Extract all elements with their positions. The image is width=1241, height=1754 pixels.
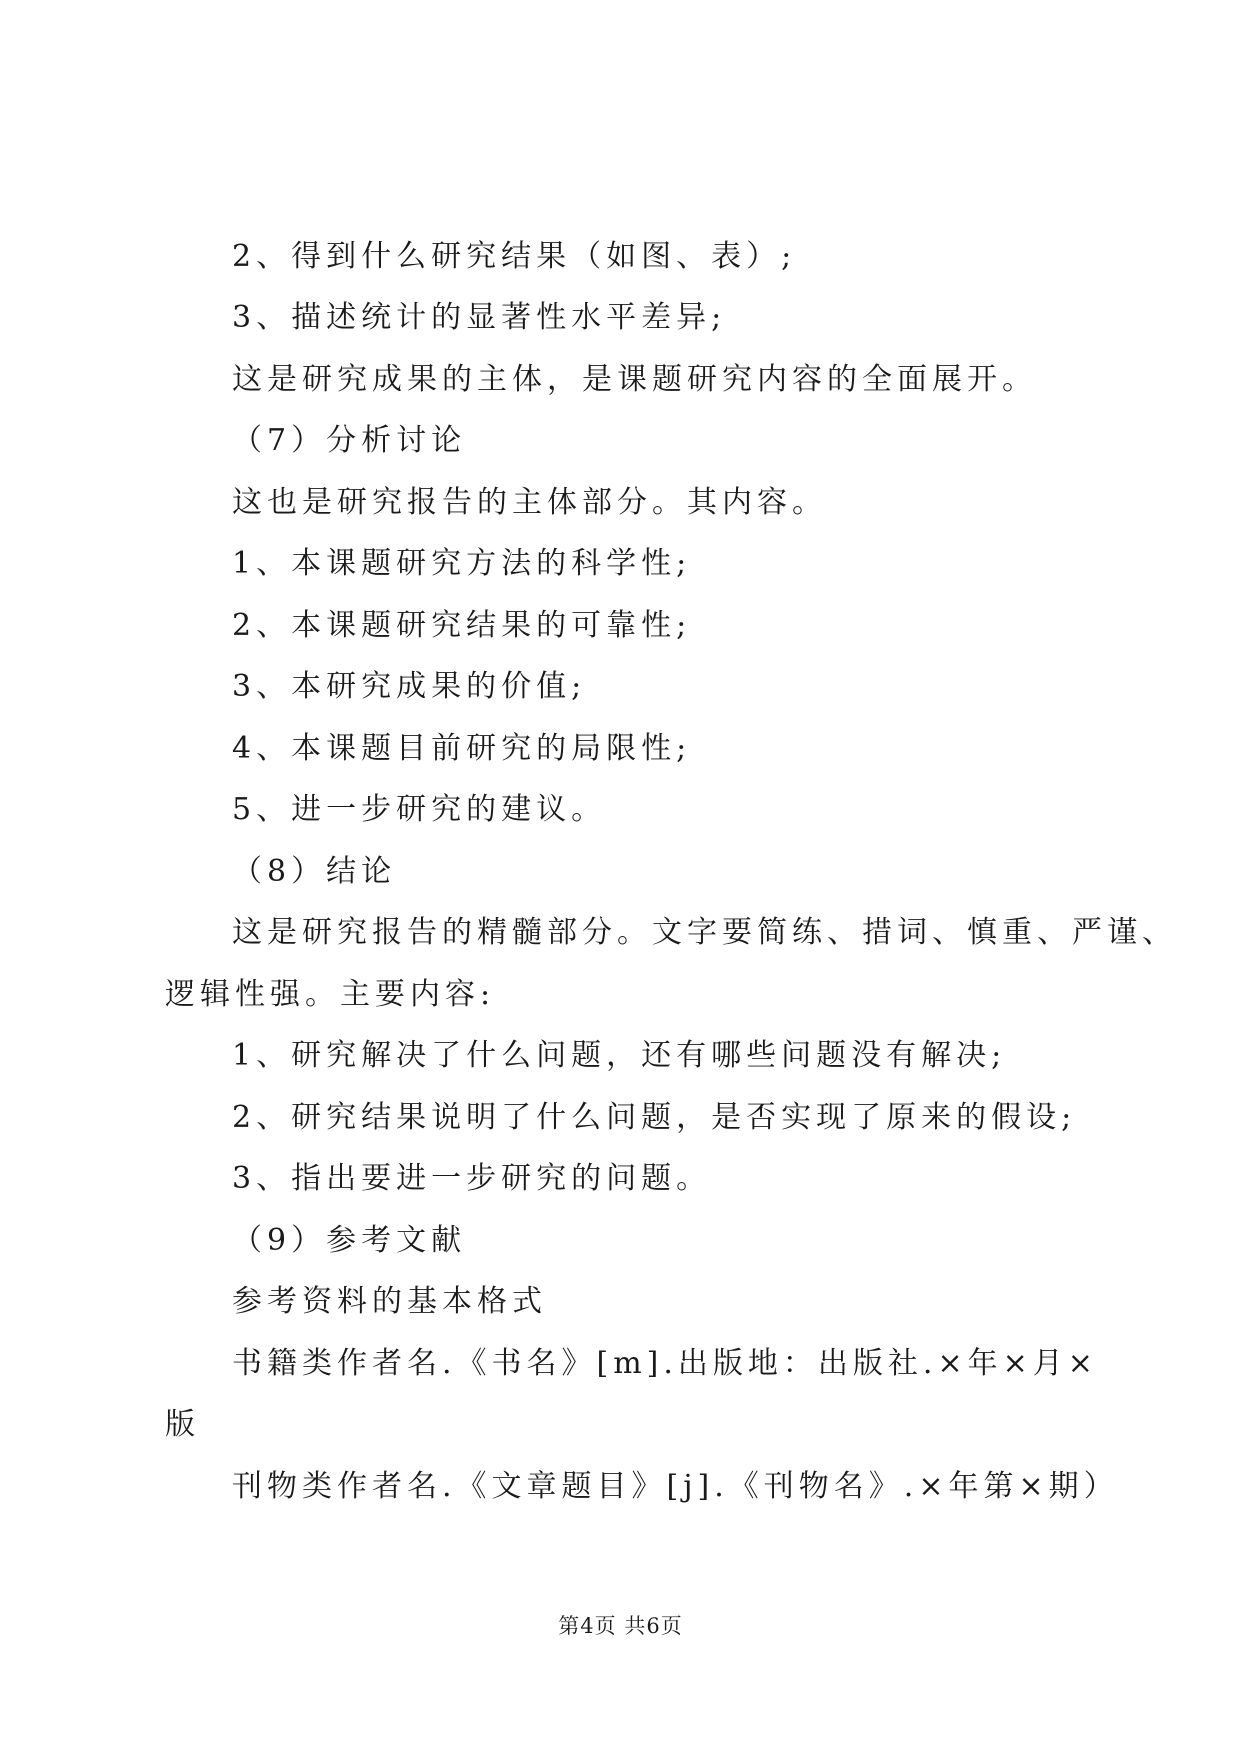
analysis-item-2: 2、本课题研究结果的可靠性; — [232, 608, 692, 643]
result-item-3: 3、描述统计的显著性水平差异; — [232, 300, 727, 335]
section-heading-conclusion: （8）结论 — [232, 854, 397, 889]
reference-format-book: 书籍类作者名.《书名》[m].出版地：出版社.×年×月× — [232, 1346, 1098, 1381]
analysis-item-1: 1、本课题研究方法的科学性; — [232, 546, 692, 581]
results-summary: 这是研究成果的主体，是课题研究内容的全面展开。 — [232, 362, 1037, 397]
page-number-footer: 第4页 共6页 — [558, 1614, 683, 1638]
section-heading-analysis: （7）分析讨论 — [232, 423, 467, 458]
conclusion-intro-continued: 逻辑性强。主要内容: — [165, 977, 496, 1012]
conclusion-intro: 这是研究报告的精髓部分。文字要简练、措词、慎重、严谨、 — [232, 915, 1177, 950]
result-item-2: 2、得到什么研究结果（如图、表）; — [232, 239, 797, 274]
reference-format-book-continued: 版 — [165, 1407, 200, 1442]
analysis-item-5: 5、进一步研究的建议。 — [232, 792, 607, 827]
reference-format-journal: 刊物类作者名.《文章题目》[j].《刊物名》.×年第×期） — [232, 1469, 1119, 1504]
section-heading-references: （9）参考文献 — [232, 1223, 467, 1258]
references-format-title: 参考资料的基本格式 — [232, 1284, 547, 1319]
analysis-item-3: 3、本研究成果的价值; — [232, 669, 587, 704]
conclusion-item-2: 2、研究结果说明了什么问题，是否实现了原来的假设; — [232, 1100, 1077, 1135]
analysis-intro: 这也是研究报告的主体部分。其内容。 — [232, 485, 827, 520]
conclusion-item-1: 1、研究解决了什么问题，还有哪些问题没有解决; — [232, 1038, 1007, 1073]
analysis-item-4: 4、本课题目前研究的局限性; — [232, 731, 692, 766]
conclusion-item-3: 3、指出要进一步研究的问题。 — [232, 1161, 712, 1196]
